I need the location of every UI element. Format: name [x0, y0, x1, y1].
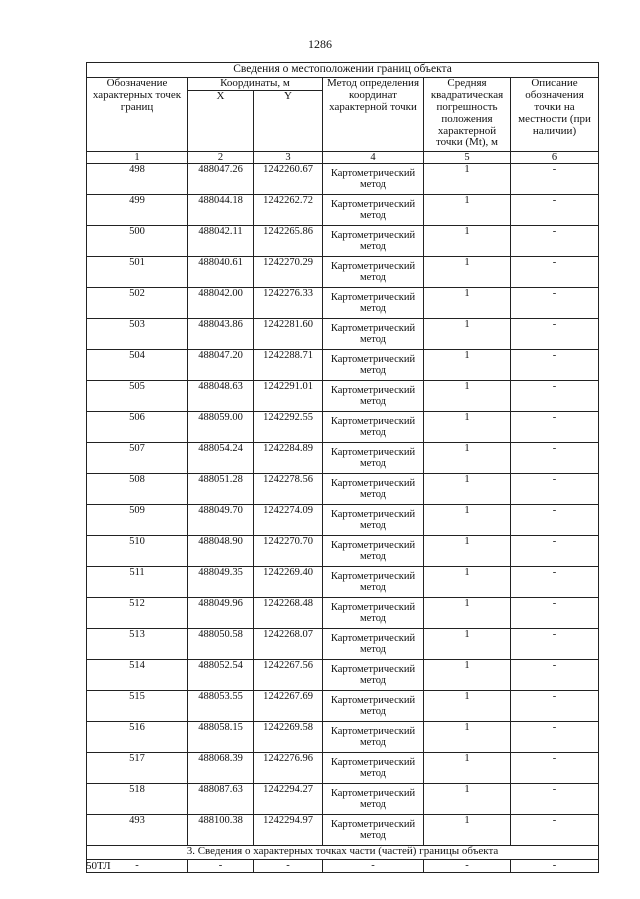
- header-method: Метод определения координат характерной точки: [323, 78, 424, 152]
- point-designation: 514: [87, 659, 188, 690]
- description-cell: -: [511, 721, 599, 752]
- point-designation: 512: [87, 597, 188, 628]
- section-3-title: 3. Сведения о характерных точках части (частей) границы объекта: [87, 845, 599, 859]
- header-designation: Обозначение характерных точек границ: [87, 78, 188, 152]
- coordinate-x: 488049.70: [188, 504, 254, 535]
- point-designation: 508: [87, 473, 188, 504]
- table-row: [87, 442, 599, 473]
- method-cell: Картометрический метод: [323, 442, 424, 473]
- point-designation: 513: [87, 628, 188, 659]
- method-cell: Картометрический метод: [323, 814, 424, 845]
- coordinate-x: 488100.38: [188, 814, 254, 845]
- point-designation: 499: [87, 194, 188, 225]
- description-cell: -: [511, 783, 599, 814]
- table-title: Сведения о местоположении границ объекта: [87, 63, 599, 78]
- coordinate-y: 1242267.56: [254, 659, 323, 690]
- table-row: [87, 597, 599, 628]
- page-number: 1286: [308, 37, 332, 51]
- point-designation: 507: [87, 442, 188, 473]
- coordinate-x: 488049.35: [188, 566, 254, 597]
- method-cell: Картометрический метод: [323, 659, 424, 690]
- boundary-coordinates-table: [86, 62, 599, 873]
- coordinate-y: 1242270.29: [254, 256, 323, 287]
- coordinate-y: 1242294.97: [254, 814, 323, 845]
- point-designation: 506: [87, 411, 188, 442]
- coordinate-x: 488042.00: [188, 287, 254, 318]
- section-3-cell: -: [424, 859, 511, 872]
- description-cell: -: [511, 287, 599, 318]
- coordinate-x: 488053.55: [188, 690, 254, 721]
- section-3-cell: -: [188, 859, 254, 872]
- error-cell: 1: [424, 721, 511, 752]
- description-cell: -: [511, 473, 599, 504]
- coordinate-y: 1242268.48: [254, 597, 323, 628]
- section-3-row: [87, 859, 599, 872]
- footer-code: 50ТЛ: [86, 860, 111, 872]
- column-number: 1: [87, 151, 188, 163]
- point-designation: 505: [87, 380, 188, 411]
- error-cell: 1: [424, 380, 511, 411]
- method-cell: Картометрический метод: [323, 380, 424, 411]
- column-number: 4: [323, 151, 424, 163]
- coordinate-y: 1242276.33: [254, 287, 323, 318]
- coordinate-y: 1242291.01: [254, 380, 323, 411]
- point-designation: 516: [87, 721, 188, 752]
- column-numbers-row: [87, 151, 599, 163]
- description-cell: -: [511, 411, 599, 442]
- table-row: [87, 628, 599, 659]
- coordinate-y: 1242269.58: [254, 721, 323, 752]
- point-designation: 511: [87, 566, 188, 597]
- method-cell: Картометрический метод: [323, 318, 424, 349]
- coordinate-x: 488047.26: [188, 163, 254, 194]
- coordinate-y: 1242276.96: [254, 752, 323, 783]
- method-cell: Картометрический метод: [323, 411, 424, 442]
- point-designation: 502: [87, 287, 188, 318]
- table-row: [87, 659, 599, 690]
- error-cell: 1: [424, 504, 511, 535]
- coordinate-x: 488059.00: [188, 411, 254, 442]
- error-cell: 1: [424, 194, 511, 225]
- description-cell: -: [511, 349, 599, 380]
- coordinate-y: 1242288.71: [254, 349, 323, 380]
- method-cell: Картометрический метод: [323, 287, 424, 318]
- error-cell: 1: [424, 225, 511, 256]
- error-cell: 1: [424, 163, 511, 194]
- table-row: [87, 287, 599, 318]
- error-cell: 1: [424, 256, 511, 287]
- error-cell: 1: [424, 814, 511, 845]
- coordinate-x: 488048.63: [188, 380, 254, 411]
- coordinate-y: 1242294.27: [254, 783, 323, 814]
- point-designation: 504: [87, 349, 188, 380]
- error-cell: 1: [424, 318, 511, 349]
- error-cell: 1: [424, 628, 511, 659]
- method-cell: Картометрический метод: [323, 225, 424, 256]
- table-row: [87, 225, 599, 256]
- error-cell: 1: [424, 783, 511, 814]
- coordinate-x: 488052.54: [188, 659, 254, 690]
- description-cell: -: [511, 752, 599, 783]
- coordinate-x: 488048.90: [188, 535, 254, 566]
- method-cell: Картометрический метод: [323, 566, 424, 597]
- section-3-cell: -: [87, 859, 188, 872]
- table-row: [87, 349, 599, 380]
- header-y: Y: [254, 90, 323, 151]
- coordinate-y: 1242284.89: [254, 442, 323, 473]
- description-cell: -: [511, 690, 599, 721]
- section-3-cell: -: [254, 859, 323, 872]
- table-row: [87, 814, 599, 845]
- description-cell: -: [511, 504, 599, 535]
- point-designation: 518: [87, 783, 188, 814]
- column-number: 3: [254, 151, 323, 163]
- coordinate-y: 1242292.55: [254, 411, 323, 442]
- coordinate-y: 1242270.70: [254, 535, 323, 566]
- description-cell: -: [511, 442, 599, 473]
- point-designation: 501: [87, 256, 188, 287]
- table-row: [87, 194, 599, 225]
- method-cell: Картометрический метод: [323, 256, 424, 287]
- header-description: Описание обозначения точки на местности (при наличии): [511, 78, 599, 152]
- coordinate-y: 1242267.69: [254, 690, 323, 721]
- table-row: [87, 721, 599, 752]
- method-cell: Картометрический метод: [323, 628, 424, 659]
- coordinate-x: 488047.20: [188, 349, 254, 380]
- table-row: [87, 256, 599, 287]
- description-cell: -: [511, 535, 599, 566]
- coordinate-y: 1242269.40: [254, 566, 323, 597]
- method-cell: Картометрический метод: [323, 721, 424, 752]
- coordinate-y: 1242268.07: [254, 628, 323, 659]
- coordinate-x: 488068.39: [188, 752, 254, 783]
- table-row: [87, 783, 599, 814]
- method-cell: Картометрический метод: [323, 473, 424, 504]
- point-designation: 493: [87, 814, 188, 845]
- error-cell: 1: [424, 535, 511, 566]
- method-cell: Картометрический метод: [323, 194, 424, 225]
- error-cell: 1: [424, 690, 511, 721]
- error-cell: 1: [424, 349, 511, 380]
- coordinate-y: 1242278.56: [254, 473, 323, 504]
- description-cell: -: [511, 814, 599, 845]
- coordinate-y: 1242265.86: [254, 225, 323, 256]
- error-cell: 1: [424, 411, 511, 442]
- coordinate-x: 488040.61: [188, 256, 254, 287]
- description-cell: -: [511, 194, 599, 225]
- method-cell: Картометрический метод: [323, 535, 424, 566]
- table-row: [87, 752, 599, 783]
- method-cell: Картометрический метод: [323, 504, 424, 535]
- description-cell: -: [511, 659, 599, 690]
- coordinate-y: 1242281.60: [254, 318, 323, 349]
- method-cell: Картометрический метод: [323, 597, 424, 628]
- column-number: 5: [424, 151, 511, 163]
- description-cell: -: [511, 628, 599, 659]
- point-designation: 498: [87, 163, 188, 194]
- point-designation: 510: [87, 535, 188, 566]
- table-row: [87, 473, 599, 504]
- header-error: Средняя квадратическая погрешность положения характерной точки (Mt), м: [424, 78, 511, 152]
- error-cell: 1: [424, 442, 511, 473]
- point-designation: 509: [87, 504, 188, 535]
- coordinate-y: 1242274.09: [254, 504, 323, 535]
- section-3-cell: -: [323, 859, 424, 872]
- table-row: [87, 163, 599, 194]
- point-designation: 500: [87, 225, 188, 256]
- table-row: [87, 690, 599, 721]
- description-cell: -: [511, 566, 599, 597]
- header-x: X: [188, 90, 254, 151]
- table-row: [87, 318, 599, 349]
- coordinate-x: 488050.58: [188, 628, 254, 659]
- description-cell: -: [511, 256, 599, 287]
- method-cell: Картометрический метод: [323, 163, 424, 194]
- error-cell: 1: [424, 566, 511, 597]
- error-cell: 1: [424, 473, 511, 504]
- table-row: [87, 380, 599, 411]
- error-cell: 1: [424, 287, 511, 318]
- coordinate-x: 488042.11: [188, 225, 254, 256]
- column-number: 6: [511, 151, 599, 163]
- coordinate-x: 488054.24: [188, 442, 254, 473]
- coordinate-x: 488043.86: [188, 318, 254, 349]
- coordinate-x: 488058.15: [188, 721, 254, 752]
- error-cell: 1: [424, 659, 511, 690]
- description-cell: -: [511, 318, 599, 349]
- table-row: [87, 411, 599, 442]
- coordinate-x: 488087.63: [188, 783, 254, 814]
- error-cell: 1: [424, 597, 511, 628]
- method-cell: Картометрический метод: [323, 690, 424, 721]
- description-cell: -: [511, 380, 599, 411]
- column-number: 2: [188, 151, 254, 163]
- table-row: [87, 535, 599, 566]
- table-row: [87, 566, 599, 597]
- point-designation: 517: [87, 752, 188, 783]
- method-cell: Картометрический метод: [323, 783, 424, 814]
- point-designation: 515: [87, 690, 188, 721]
- coordinate-y: 1242260.67: [254, 163, 323, 194]
- coordinate-y: 1242262.72: [254, 194, 323, 225]
- method-cell: Картометрический метод: [323, 752, 424, 783]
- error-cell: 1: [424, 752, 511, 783]
- description-cell: -: [511, 225, 599, 256]
- table-row: [87, 504, 599, 535]
- method-cell: Картометрический метод: [323, 349, 424, 380]
- coordinate-x: 488049.96: [188, 597, 254, 628]
- coordinate-x: 488051.28: [188, 473, 254, 504]
- description-cell: -: [511, 163, 599, 194]
- section-3-cell: -: [511, 859, 599, 872]
- header-coordinates: Координаты, м: [188, 78, 323, 91]
- point-designation: 503: [87, 318, 188, 349]
- coordinate-x: 488044.18: [188, 194, 254, 225]
- description-cell: -: [511, 597, 599, 628]
